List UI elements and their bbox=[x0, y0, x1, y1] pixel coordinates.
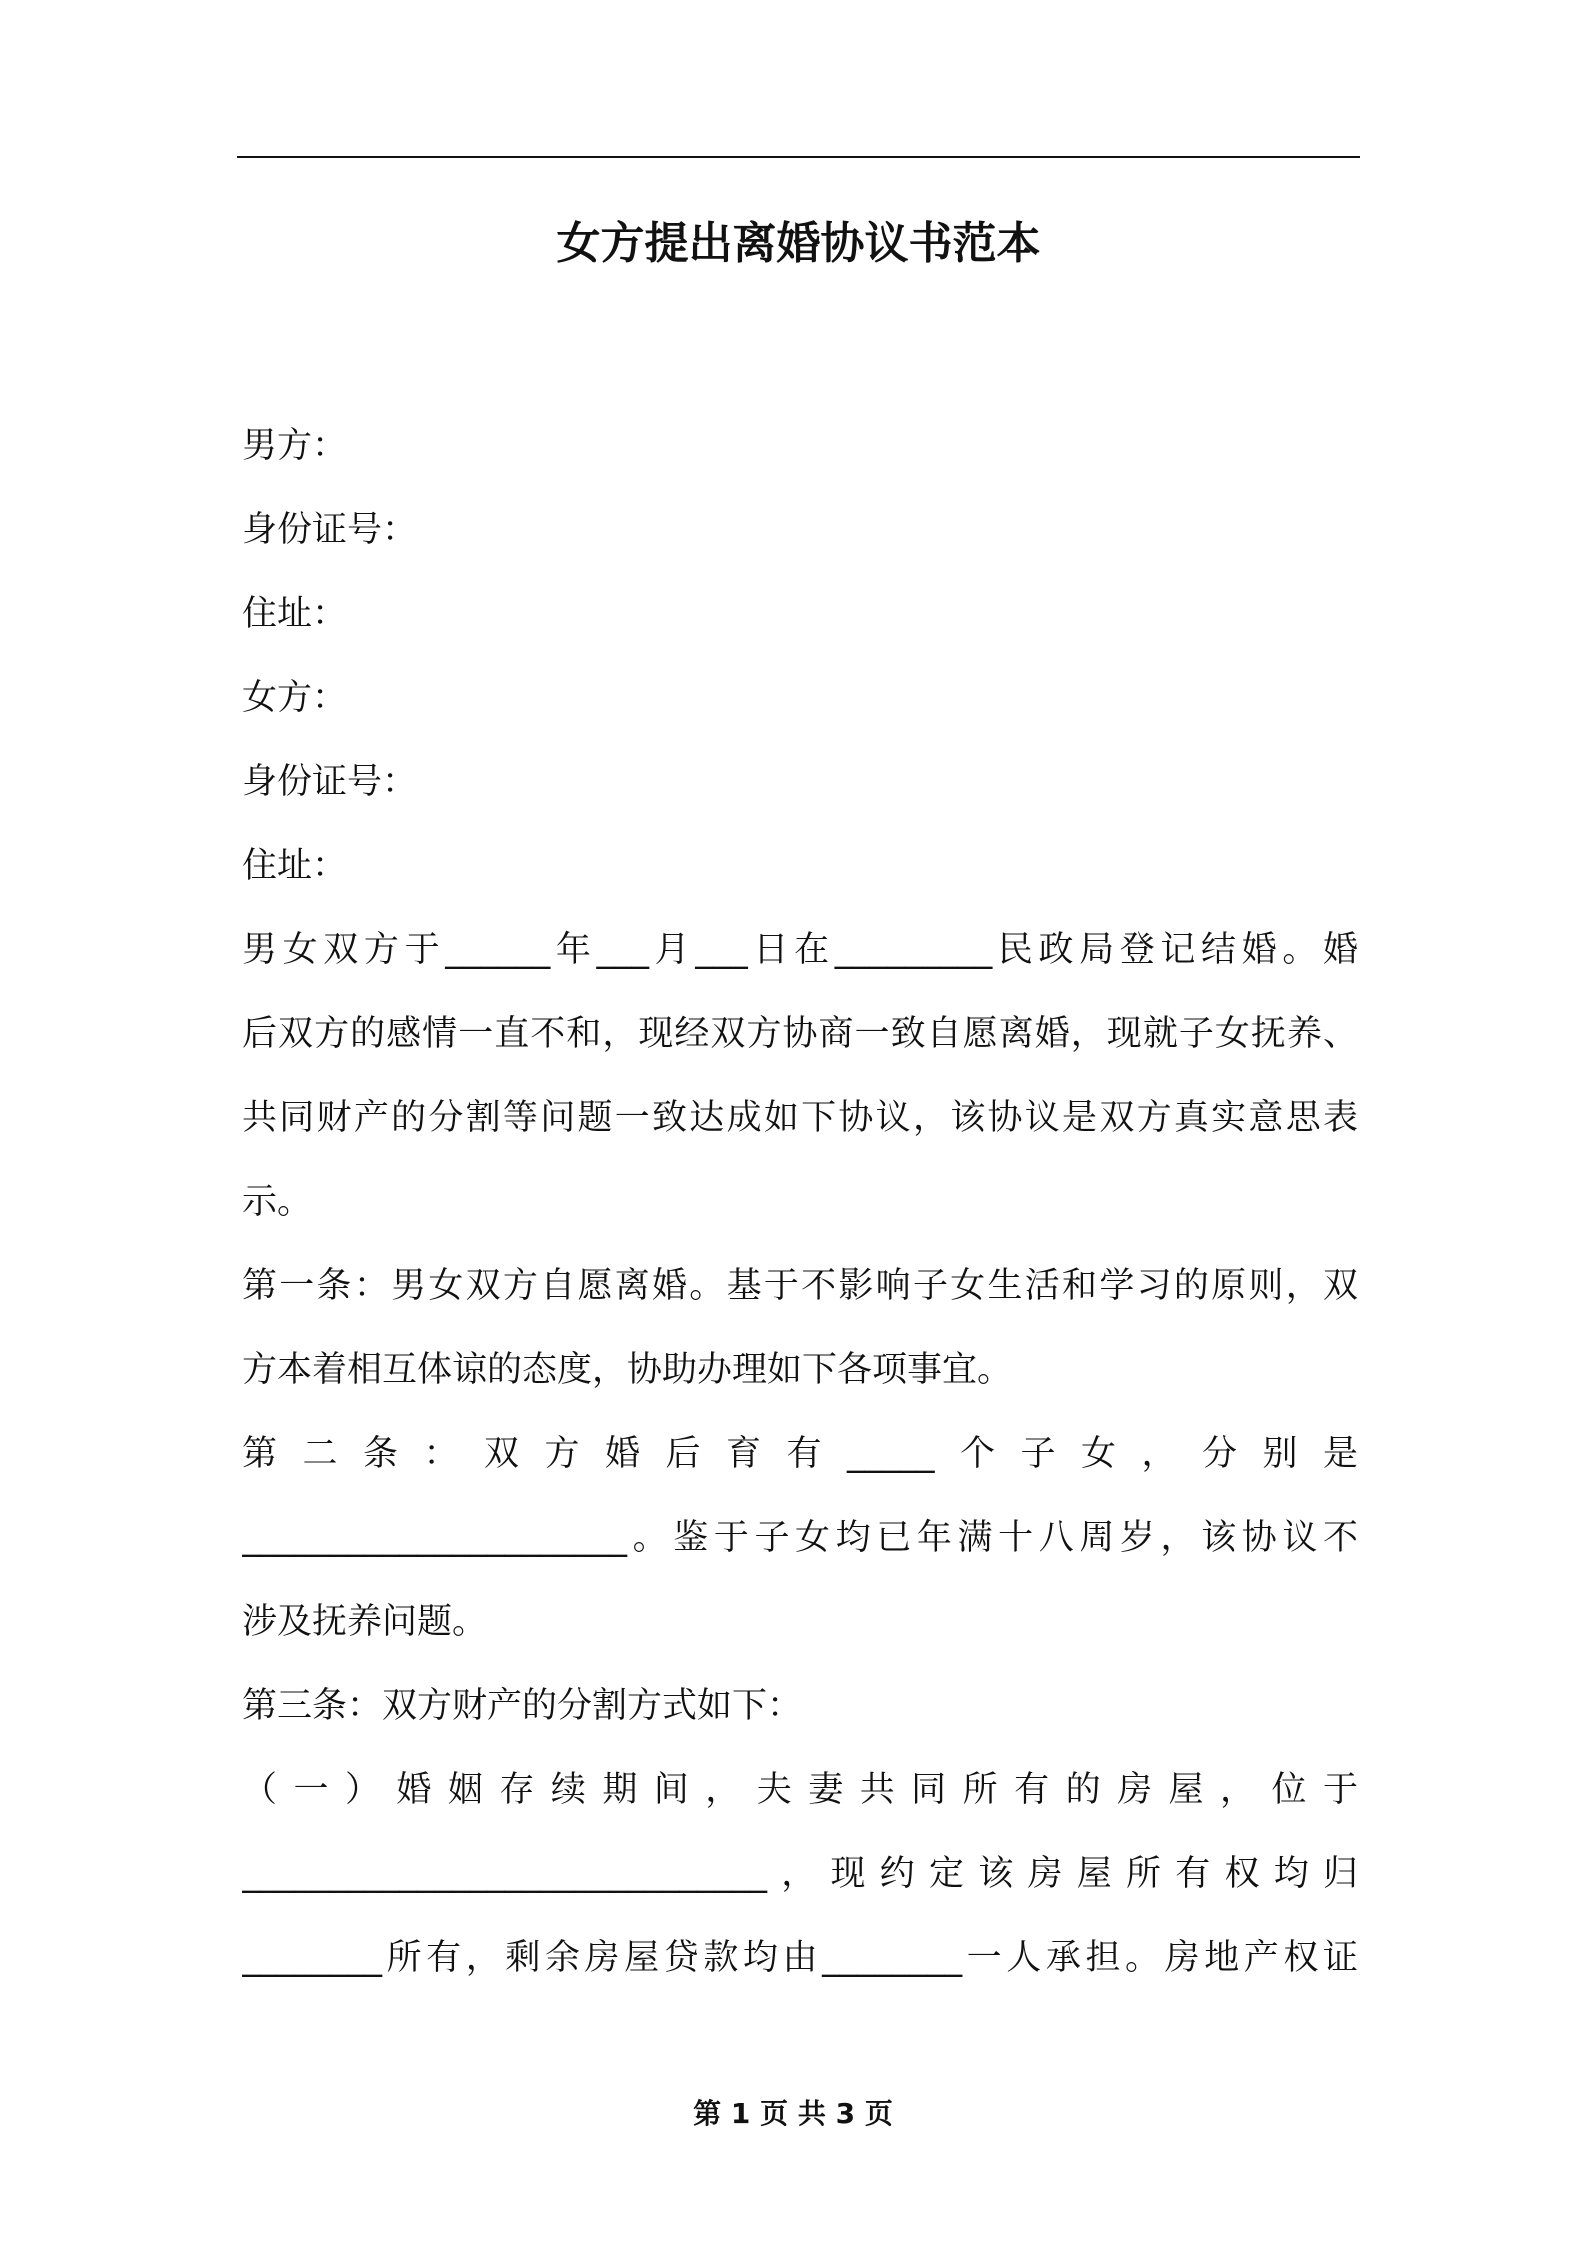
field-male-id-number: 身份证号： bbox=[242, 510, 418, 550]
paragraph-line: 男女双方于______年___月___日在_________民政局登记结婚。婚 bbox=[242, 930, 1358, 970]
document-title: 女方提出离婚协议书范本 bbox=[556, 218, 1041, 269]
paragraph-line: 共同财产的分割等问题一致达成如下协议，该协议是双方真实意思表 bbox=[242, 1098, 1358, 1138]
header-rule bbox=[237, 156, 1360, 158]
page-number: 第 1 页 共 3 页 bbox=[693, 2097, 893, 2130]
article-3-line: ________所有，剩余房屋贷款均由________一人承担。房地产权证 bbox=[242, 1938, 1358, 1978]
document-body bbox=[242, 404, 1358, 2000]
article-3-line: ______________________________，现约定该房屋所有权均归 bbox=[242, 1854, 1358, 1894]
field-male-address: 住址： bbox=[242, 594, 348, 634]
field-male-party: 男方： bbox=[242, 426, 348, 466]
paragraph-line: 示。 bbox=[242, 1182, 313, 1222]
field-female-address: 住址： bbox=[242, 846, 348, 886]
field-female-id-number: 身份证号： bbox=[242, 762, 418, 802]
field-female-party: 女方： bbox=[242, 678, 348, 718]
article-1-line: 第一条：男女双方自愿离婚。基于不影响子女生活和学习的原则，双 bbox=[242, 1266, 1358, 1306]
article-3-line: （一）婚姻存续期间，夫妻共同所有的房屋，位于 bbox=[242, 1770, 1358, 1810]
article-2-line: 第二条：双方婚后育有_____个子女，分别是 bbox=[242, 1434, 1358, 1474]
paragraph-line: 后双方的感情一直不和，现经双方协商一致自愿离婚，现就子女抚养、 bbox=[242, 1014, 1358, 1054]
article-2-line: 涉及抚养问题。 bbox=[242, 1602, 488, 1642]
article-2-line: ______________________。鉴于子女均已年满十八周岁，该协议不 bbox=[242, 1518, 1358, 1558]
article-3-heading: 第三条：双方财产的分割方式如下： bbox=[242, 1686, 803, 1726]
article-1-line: 方本着相互体谅的态度，协助办理如下各项事宜。 bbox=[242, 1350, 1013, 1390]
